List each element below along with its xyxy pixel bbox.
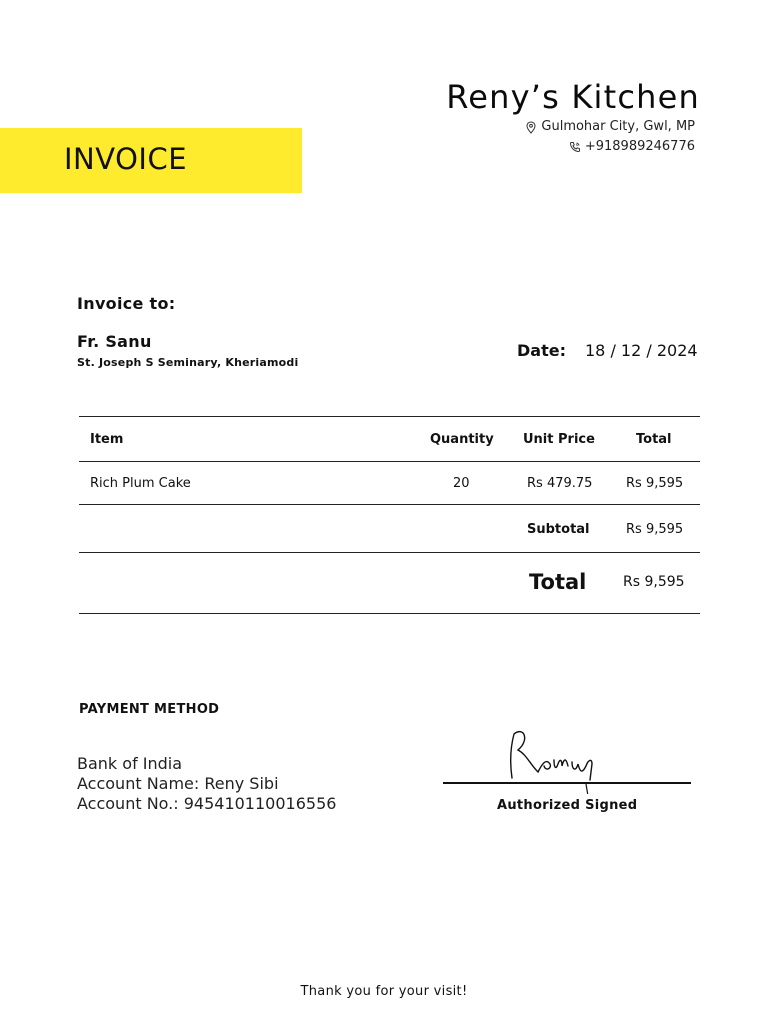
authorized-signed-label: Authorized Signed (497, 798, 638, 813)
bank-name: Bank of India (77, 754, 183, 773)
date-label: Date: (517, 341, 566, 360)
date-value: 18 / 12 / 2024 (585, 341, 698, 360)
total-label: Total (529, 570, 587, 594)
signature-line (443, 782, 691, 784)
table-header-rule (79, 461, 700, 462)
phone-icon (569, 141, 581, 153)
row-unit-price: Rs 479.75 (527, 476, 593, 491)
client-name: Fr. Sanu (77, 332, 152, 351)
payment-method-heading: PAYMENT METHOD (79, 702, 220, 717)
account-name: Account Name: Reny Sibi (77, 774, 279, 793)
header-quantity: Quantity (430, 432, 494, 447)
header-item: Item (90, 432, 124, 447)
account-number: Account No.: 945410110016556 (77, 794, 337, 813)
subtotal-value: Rs 9,595 (626, 522, 684, 537)
thank-you-note: Thank you for your visit! (300, 984, 468, 999)
table-row-rule (79, 504, 700, 505)
location-pin-icon (525, 121, 537, 134)
company-address: Gulmohar City, Gwl, MP (541, 119, 695, 134)
row-quantity: 20 (453, 476, 470, 491)
invoice-to-label: Invoice to: (77, 294, 176, 313)
header-total: Total (636, 432, 672, 447)
address-line (525, 118, 695, 136)
table-top-rule (79, 416, 700, 417)
signature-image (500, 724, 600, 798)
header-unit-price: Unit Price (523, 432, 595, 447)
total-value: Rs 9,595 (623, 574, 685, 590)
row-total: Rs 9,595 (626, 476, 684, 491)
subtotal-label: Subtotal (527, 522, 590, 537)
subtotal-rule (79, 552, 700, 553)
company-phone: +918989246776 (584, 139, 695, 154)
client-address: St. Joseph S Seminary, Kheriamodi (77, 356, 299, 369)
row-item: Rich Plum Cake (90, 476, 191, 491)
table-bottom-rule (79, 613, 700, 614)
company-name: Reny’s Kitchen (446, 78, 700, 116)
phone-line (569, 138, 695, 156)
invoice-title: INVOICE (64, 142, 188, 176)
